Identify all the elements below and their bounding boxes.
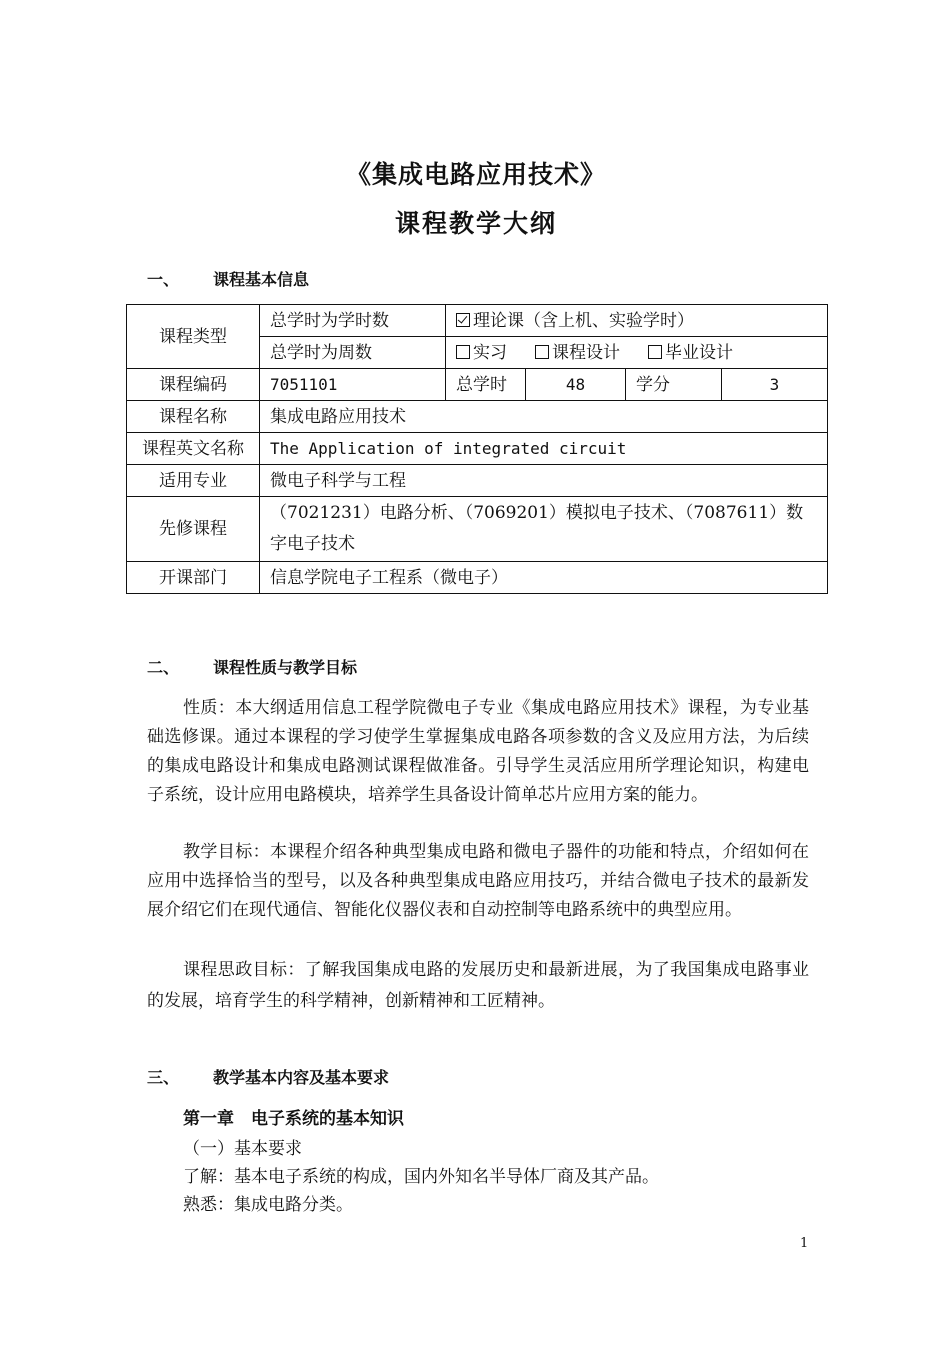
page-number: 1 bbox=[800, 1236, 809, 1251]
checkbox-empty-icon bbox=[456, 345, 470, 359]
nature-paragraph bbox=[147, 694, 809, 810]
section-number: 三、 bbox=[147, 1068, 180, 1087]
section-heading-3 bbox=[147, 1065, 389, 1088]
table-row bbox=[127, 369, 828, 401]
prerequisite-value bbox=[260, 497, 828, 562]
table-row bbox=[127, 465, 828, 497]
checkbox-checked-icon bbox=[456, 313, 470, 327]
english-name-label: 课程英文名称 bbox=[127, 433, 260, 465]
section-title: 课程基本信息 bbox=[213, 270, 310, 289]
credits-value: 3 bbox=[722, 369, 828, 401]
requirement-heading: （一）基本要求 bbox=[183, 1139, 302, 1159]
total-hours-label: 总学时 bbox=[446, 369, 526, 401]
document-title: 《集成电路应用技术》 bbox=[345, 160, 606, 189]
checkbox-empty-icon bbox=[648, 345, 662, 359]
section-heading-2 bbox=[147, 655, 357, 678]
section-number: 二、 bbox=[147, 658, 180, 677]
chapter-heading: 第一章 电子系统的基本知识 bbox=[183, 1109, 404, 1129]
ideology-paragraph bbox=[147, 955, 809, 1017]
section-number: 一、 bbox=[147, 270, 180, 289]
prerequisite-label: 先修课程 bbox=[127, 497, 260, 562]
document-subtitle: 课程教学大纲 bbox=[394, 209, 557, 238]
table-row bbox=[127, 562, 828, 594]
major-value: 微电子科学与工程 bbox=[260, 465, 828, 497]
course-info-table bbox=[126, 304, 828, 594]
major-label: 适用专业 bbox=[127, 465, 260, 497]
nature-paragraph-text: 性质：本大纲适用信息工程学院微电子专业《集成电路应用技术》课程，为专业基础选修课。通过本课程的学习使学生掌握集成电路各项参数的含义及应用方法，为后续的集成电路设计和集成电路测试课程做准备。引导学生灵活应用所学理论知识，构建电子系统，设计应用电路模块，培养学生具备设计简单芯片应用方案的能力。 bbox=[147, 698, 809, 805]
table-row bbox=[127, 401, 828, 433]
course-code-value: 7051101 bbox=[260, 369, 446, 401]
section-heading-1 bbox=[147, 267, 309, 290]
table-row bbox=[127, 305, 828, 337]
internship-option-label: 实习 bbox=[473, 342, 507, 363]
course-code-label: 课程编码 bbox=[127, 369, 260, 401]
total-hours-value: 48 bbox=[526, 369, 626, 401]
requirement-understand: 了解：基本电子系统的构成，国内外知名半导体厂商及其产品。 bbox=[183, 1167, 659, 1187]
english-name-value: The Application of integrated circuit bbox=[260, 433, 828, 465]
table-row bbox=[127, 497, 828, 562]
graduation-design-option-label: 毕业设计 bbox=[665, 342, 733, 363]
checkbox-empty-icon bbox=[535, 345, 549, 359]
table-row bbox=[127, 433, 828, 465]
course-name-label: 课程名称 bbox=[127, 401, 260, 433]
prerequisite-line-1: （7021231）电路分析、（7069201）模拟电子技术、（7087611）数 bbox=[270, 503, 804, 523]
objective-paragraph-text: 教学目标：本课程介绍各种典型集成电路和微电子器件的功能和特点，介绍如何在应用中选择恰当的型号，以及各种典型集成电路应用技巧，并结合微电子技术的最新发展介绍它们在现代通信、智能化仪器仪表和自动控制等电路系统中的典型应用。 bbox=[147, 842, 809, 920]
course-name-value: 集成电路应用技术 bbox=[260, 401, 828, 433]
requirement-familiar: 熟悉：集成电路分类。 bbox=[183, 1195, 353, 1215]
theory-option-cell bbox=[446, 305, 828, 337]
course-type-label: 课程类型 bbox=[127, 305, 260, 369]
department-value: 信息学院电子工程系（微电子） bbox=[260, 562, 828, 594]
section-title: 教学基本内容及基本要求 bbox=[213, 1068, 390, 1087]
practice-options-cell bbox=[446, 337, 828, 369]
hours-by-class-label: 总学时为学时数 bbox=[260, 305, 446, 337]
objective-paragraph bbox=[147, 838, 809, 925]
theory-option-label: 理论课（含上机、实验学时） bbox=[473, 310, 694, 331]
hours-by-week-label: 总学时为周数 bbox=[260, 337, 446, 369]
ideology-paragraph-text: 课程思政目标：了解我国集成电路的发展历史和最新进展，为了我国集成电路事业的发展，培育学生的科学精神，创新精神和工匠精神。 bbox=[147, 960, 809, 1011]
credits-label: 学分 bbox=[626, 369, 722, 401]
section-title: 课程性质与教学目标 bbox=[213, 658, 358, 677]
department-label: 开课部门 bbox=[127, 562, 260, 594]
course-design-option-label: 课程设计 bbox=[552, 342, 620, 363]
prerequisite-line-2: 字电子技术 bbox=[270, 534, 355, 554]
